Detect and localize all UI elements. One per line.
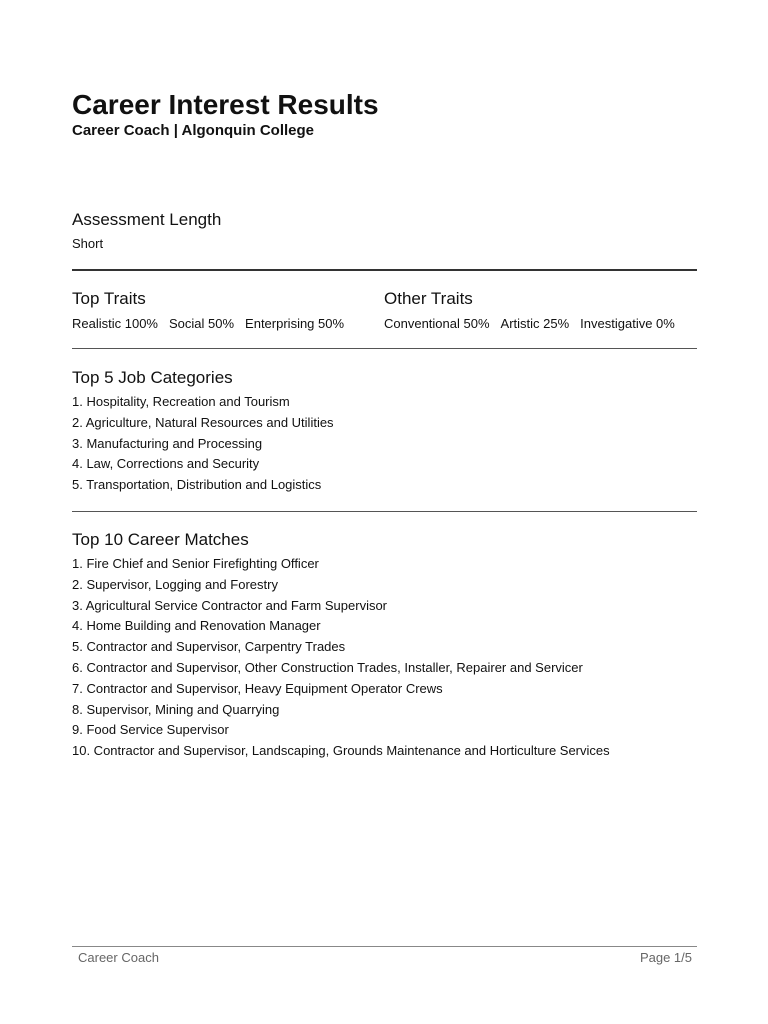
career-matches-list <box>72 556 610 759</box>
other-traits-section <box>384 289 686 332</box>
list-item: 9. Food Service Supervisor <box>72 722 229 738</box>
trait-item: Social 50% <box>169 316 235 331</box>
trait-item: Realistic 100% <box>72 316 158 331</box>
list-item: 10. Contractor and Supervisor, Landscaping, Grounds Maintenance and Horticulture Services <box>72 743 610 759</box>
footer-brand: Career Coach <box>78 950 159 965</box>
top-traits-heading: Top Traits <box>72 289 146 308</box>
list-item: 5. Contractor and Supervisor, Carpentry Trades <box>72 639 346 655</box>
job-categories-heading: Top 5 Job Categories <box>72 368 233 387</box>
section-divider <box>72 511 697 512</box>
list-item: 3. Agricultural Service Contractor and Farm Supervisor <box>72 597 388 613</box>
list-item: 1. Fire Chief and Senior Firefighting Officer <box>72 556 319 571</box>
job-categories-list <box>72 394 334 493</box>
footer-divider <box>72 946 697 947</box>
assessment-length-value: Short <box>72 236 104 251</box>
job-categories-section <box>72 368 334 498</box>
trait-item: Artistic 25% <box>500 316 570 331</box>
assessment-length-heading: Assessment Length <box>72 210 222 229</box>
list-item: 2. Agriculture, Natural Resources and Utilities <box>72 414 334 430</box>
trait-item: Investigative 0% <box>580 316 675 331</box>
section-divider <box>72 348 697 349</box>
top-traits-list <box>72 316 355 332</box>
career-matches-heading: Top 10 Career Matches <box>72 530 249 549</box>
list-item: 1. Hospitality, Recreation and Tourism <box>72 394 290 409</box>
trait-item: Enterprising 50% <box>245 316 345 331</box>
list-item: 7. Contractor and Supervisor, Heavy Equipment Operator Crews <box>72 680 443 696</box>
list-item: 2. Supervisor, Logging and Forestry <box>72 576 278 592</box>
list-item: 3. Manufacturing and Processing <box>72 435 263 451</box>
document-page <box>72 0 697 1024</box>
trait-item: Conventional 50% <box>384 316 490 331</box>
list-item: 4. Home Building and Renovation Manager <box>72 618 321 634</box>
page-title: Career Interest Results <box>72 89 379 120</box>
page-number: Page 1/5 <box>639 950 692 965</box>
list-item: 5. Transportation, Distribution and Logistics <box>72 477 322 493</box>
other-traits-heading: Other Traits <box>384 289 473 308</box>
assessment-length-section <box>72 210 221 252</box>
top-traits-section <box>72 289 355 332</box>
list-item: 8. Supervisor, Mining and Quarrying <box>72 701 280 717</box>
list-item: 4. Law, Corrections and Security <box>72 456 260 472</box>
other-traits-list <box>384 316 686 332</box>
section-divider <box>72 269 697 271</box>
career-matches-section <box>72 530 610 764</box>
list-item: 6. Contractor and Supervisor, Other Construction Trades, Installer, Repairer and Servicer <box>72 659 583 675</box>
page-subtitle: Career Coach | Algonquin College <box>72 122 315 139</box>
